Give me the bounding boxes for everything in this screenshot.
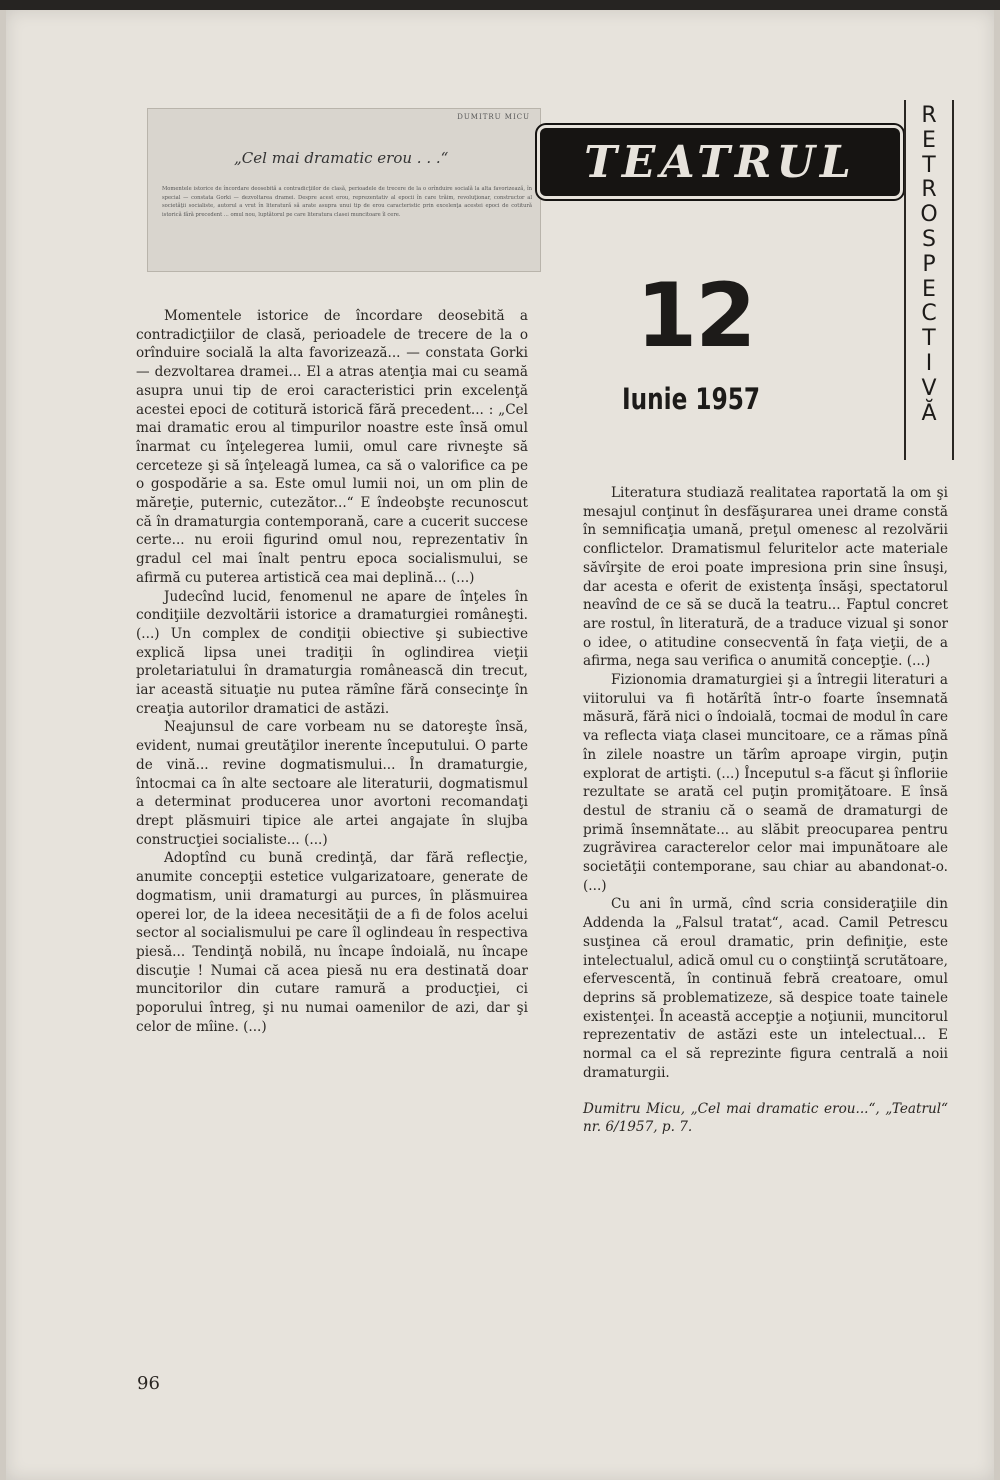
- side-letter: O: [920, 202, 938, 228]
- right-text-column: [583, 484, 948, 1137]
- side-letter: R: [921, 103, 937, 128]
- retrospectiva-label: [904, 100, 954, 460]
- side-letter: V: [921, 375, 937, 401]
- paragraph: Momentele istorice de încordare deosebită a contradicţiilor de clasă, perioadele de trecere de la o orînduire socială la alta favorizează... — constata Gorki — dezvoltarea dramei... El a atras atenţia mai cu seamă asupra unui tip de eroi caracteristici prin excelenţă acestei epoci de cotitură istorică fără precedent... : „Cel mai dramatic erou al timpurilor noastre este însă omul înarmat cu înţelegerea lumii, omul care rivneşte să cerceteze şi să înţeleagă lumea, ca să o valorifice ca pe o gospodărie a sa. Este omul lumii noi, un om plin de măreţie, puternic, cutezător...“ E îndeobşte recunoscut că în dramaturgia contemporană, care a cucerit succese certe... nu eroii figurind omul nou, reprezentativ în gradul cel mai înalt pentru epoca socialismului, se afirmă cu puterea artistică cea mai deplină... (...): [136, 308, 528, 586]
- side-letter: S: [922, 226, 936, 252]
- side-letter: C: [921, 301, 937, 327]
- left-text-column: [136, 307, 528, 1036]
- paragraph: Literatura studiază realitatea raportată la om şi mesajul conţinut în desfăşurarea unei drame constă în semnificaţia umană, preţul omenesc al rezolvării conflictelor. Dramatismul feluritelor acte materiale săvîrşite de eroi poate impresiona prin sine însuşi, dar acesta e oferit de existenţa însăşi, spectatorul neavînd de ce să se ducă la teatru... Faptul concret are rostul, în literatură, de a traduce vizual şi sonor o idee, o atitudine consecventă în faţa vieţii, de a afirma, nega sau verifica o anumită concepţie. (...): [583, 485, 948, 670]
- paragraph: Judecînd lucid, fenomenul ne apare de înţeles în condiţiile dezvoltării istorice a dramaturgiei româneşti. (...) Un complex de condiţii obiective şi subiective explică lipsa unei tradiţii în oglindirea vieţii proletariatului în dramaturgia românească din trecut, iar această situaţie nu putea rămîne fără consecinţe în creaţia autorilor dramatici de astăzi.: [136, 588, 528, 717]
- side-letter: E: [922, 276, 936, 302]
- side-letter: R: [921, 177, 937, 203]
- teatrul-logo: [540, 128, 900, 196]
- top-edge: [0, 0, 1000, 10]
- side-letter: E: [922, 127, 936, 153]
- clipping-body: Momentele istorice de încordare deosebită a contradicţiilor de clasă, perioadele de trecere de la o orînduire socială la alta favorizează, în special — constata Gorki — dezvoltarea dramei. Despre acest erou, reprezentativ al epocii în care trăim, revoluţionar, constructor al societăţii socialiste, autorul a vrut în literatură să arate asupra unui tip de erou caracteristic prin excelenţa acestei epoci de cotitură istorică fără precedent ... omul nou, luptătorul pe care literatura clasei muncitoare îl cere.: [162, 186, 532, 218]
- clipping-author: DUMITRU MICU: [457, 113, 530, 121]
- paragraph: Fizionomia dramaturgiei şi a întregii literaturi a viitorului va fi hotărîtă într-o foarte însemnată măsură, fără nici o îndoială, tocmai de modul în care va reflecta viaţa clasei muncitoare, ce a rămas pînă în zilele noastre un tărîm aproape virgin, puţin explorat de artişti. (...) Începutul s-a făcut şi înfloriie rezultate se arată cel puţin promiţătoare. E însă destul de straniu că o seamă de dramaturgi de primă însemnătate... au slăbit preocuparea pentru zugrăvirea caracterelor celor mai impunătoare ale societăţii contemporane, sau chiar au abandonat-o. (...): [583, 672, 948, 894]
- article-clipping: [147, 108, 541, 272]
- retrospectiva-letters: [906, 104, 952, 426]
- side-letter: P: [922, 251, 936, 277]
- date-month-year: Iunie 1957: [622, 382, 760, 416]
- side-letter: T: [922, 326, 936, 352]
- paragraph: Neajunsul de care vorbeam nu se datoreşte însă, evident, numai greutăţilor inerente începutului. O parte de vină... revine dogmatismului... În dramaturgie, întocmai ca în alte sectoare ale literaturii, dogmatismul a determinat producerea unor avortoni recomandaţi drept plăsmuiri tipice ale artei angajate în slujba construcţiei socialiste... (...): [136, 719, 528, 848]
- source-citation: Dumitru Micu, „Cel mai dramatic erou...“, „Teatrul“ nr. 6/1957, p. 7.: [583, 1100, 948, 1136]
- side-letter: T: [922, 152, 936, 178]
- paragraph: Adoptînd cu bună credinţă, dar fără reflecţie, anumite concepţii estetice vulgarizatoare, generate de dogmatism, unii dramaturgi au purces, în plăsmuirea operei lor, de la ideea necesităţii de a fi de folos acelui sector al socialismului pe care îl oglindeau în respectiva piesă... Tendinţă nobilă, nu încape îndoială, nu încape discuţie ! Numai că acea piesă nu era destinată doar muncitorilor din cutare ramură a producţiei, ci poporului întreg, şi nu numai oamenilor de azi, dar şi celor de mîine. (...): [136, 850, 528, 1035]
- date-day: 12: [636, 264, 755, 367]
- side-letter: I: [925, 350, 933, 376]
- paragraph: Cu ani în urmă, cînd scria consideraţiile din Addenda la „Falsul tratat“, acad. Camil Petrescu susţinea că eroul dramatic, prin definiţie, este intelectualul, adică omul cu o conştiinţă scrutătoare, efervescentă, în continuă febră creatoare, omul deprins să problematizeze, să despice toate tainele existenţei. În această accepţie a noţiunii, muncitorul reprezentativ de astăzi este un intelectual... E normal ca el să reprezinte figura centrală a noii dramaturgii.: [583, 896, 948, 1081]
- side-letter: Ă: [921, 400, 937, 426]
- page-number: 96: [137, 1373, 160, 1394]
- clipping-title: „Cel mai dramatic erou . . .“: [234, 149, 449, 167]
- logo-text: TEATRUL: [584, 136, 856, 188]
